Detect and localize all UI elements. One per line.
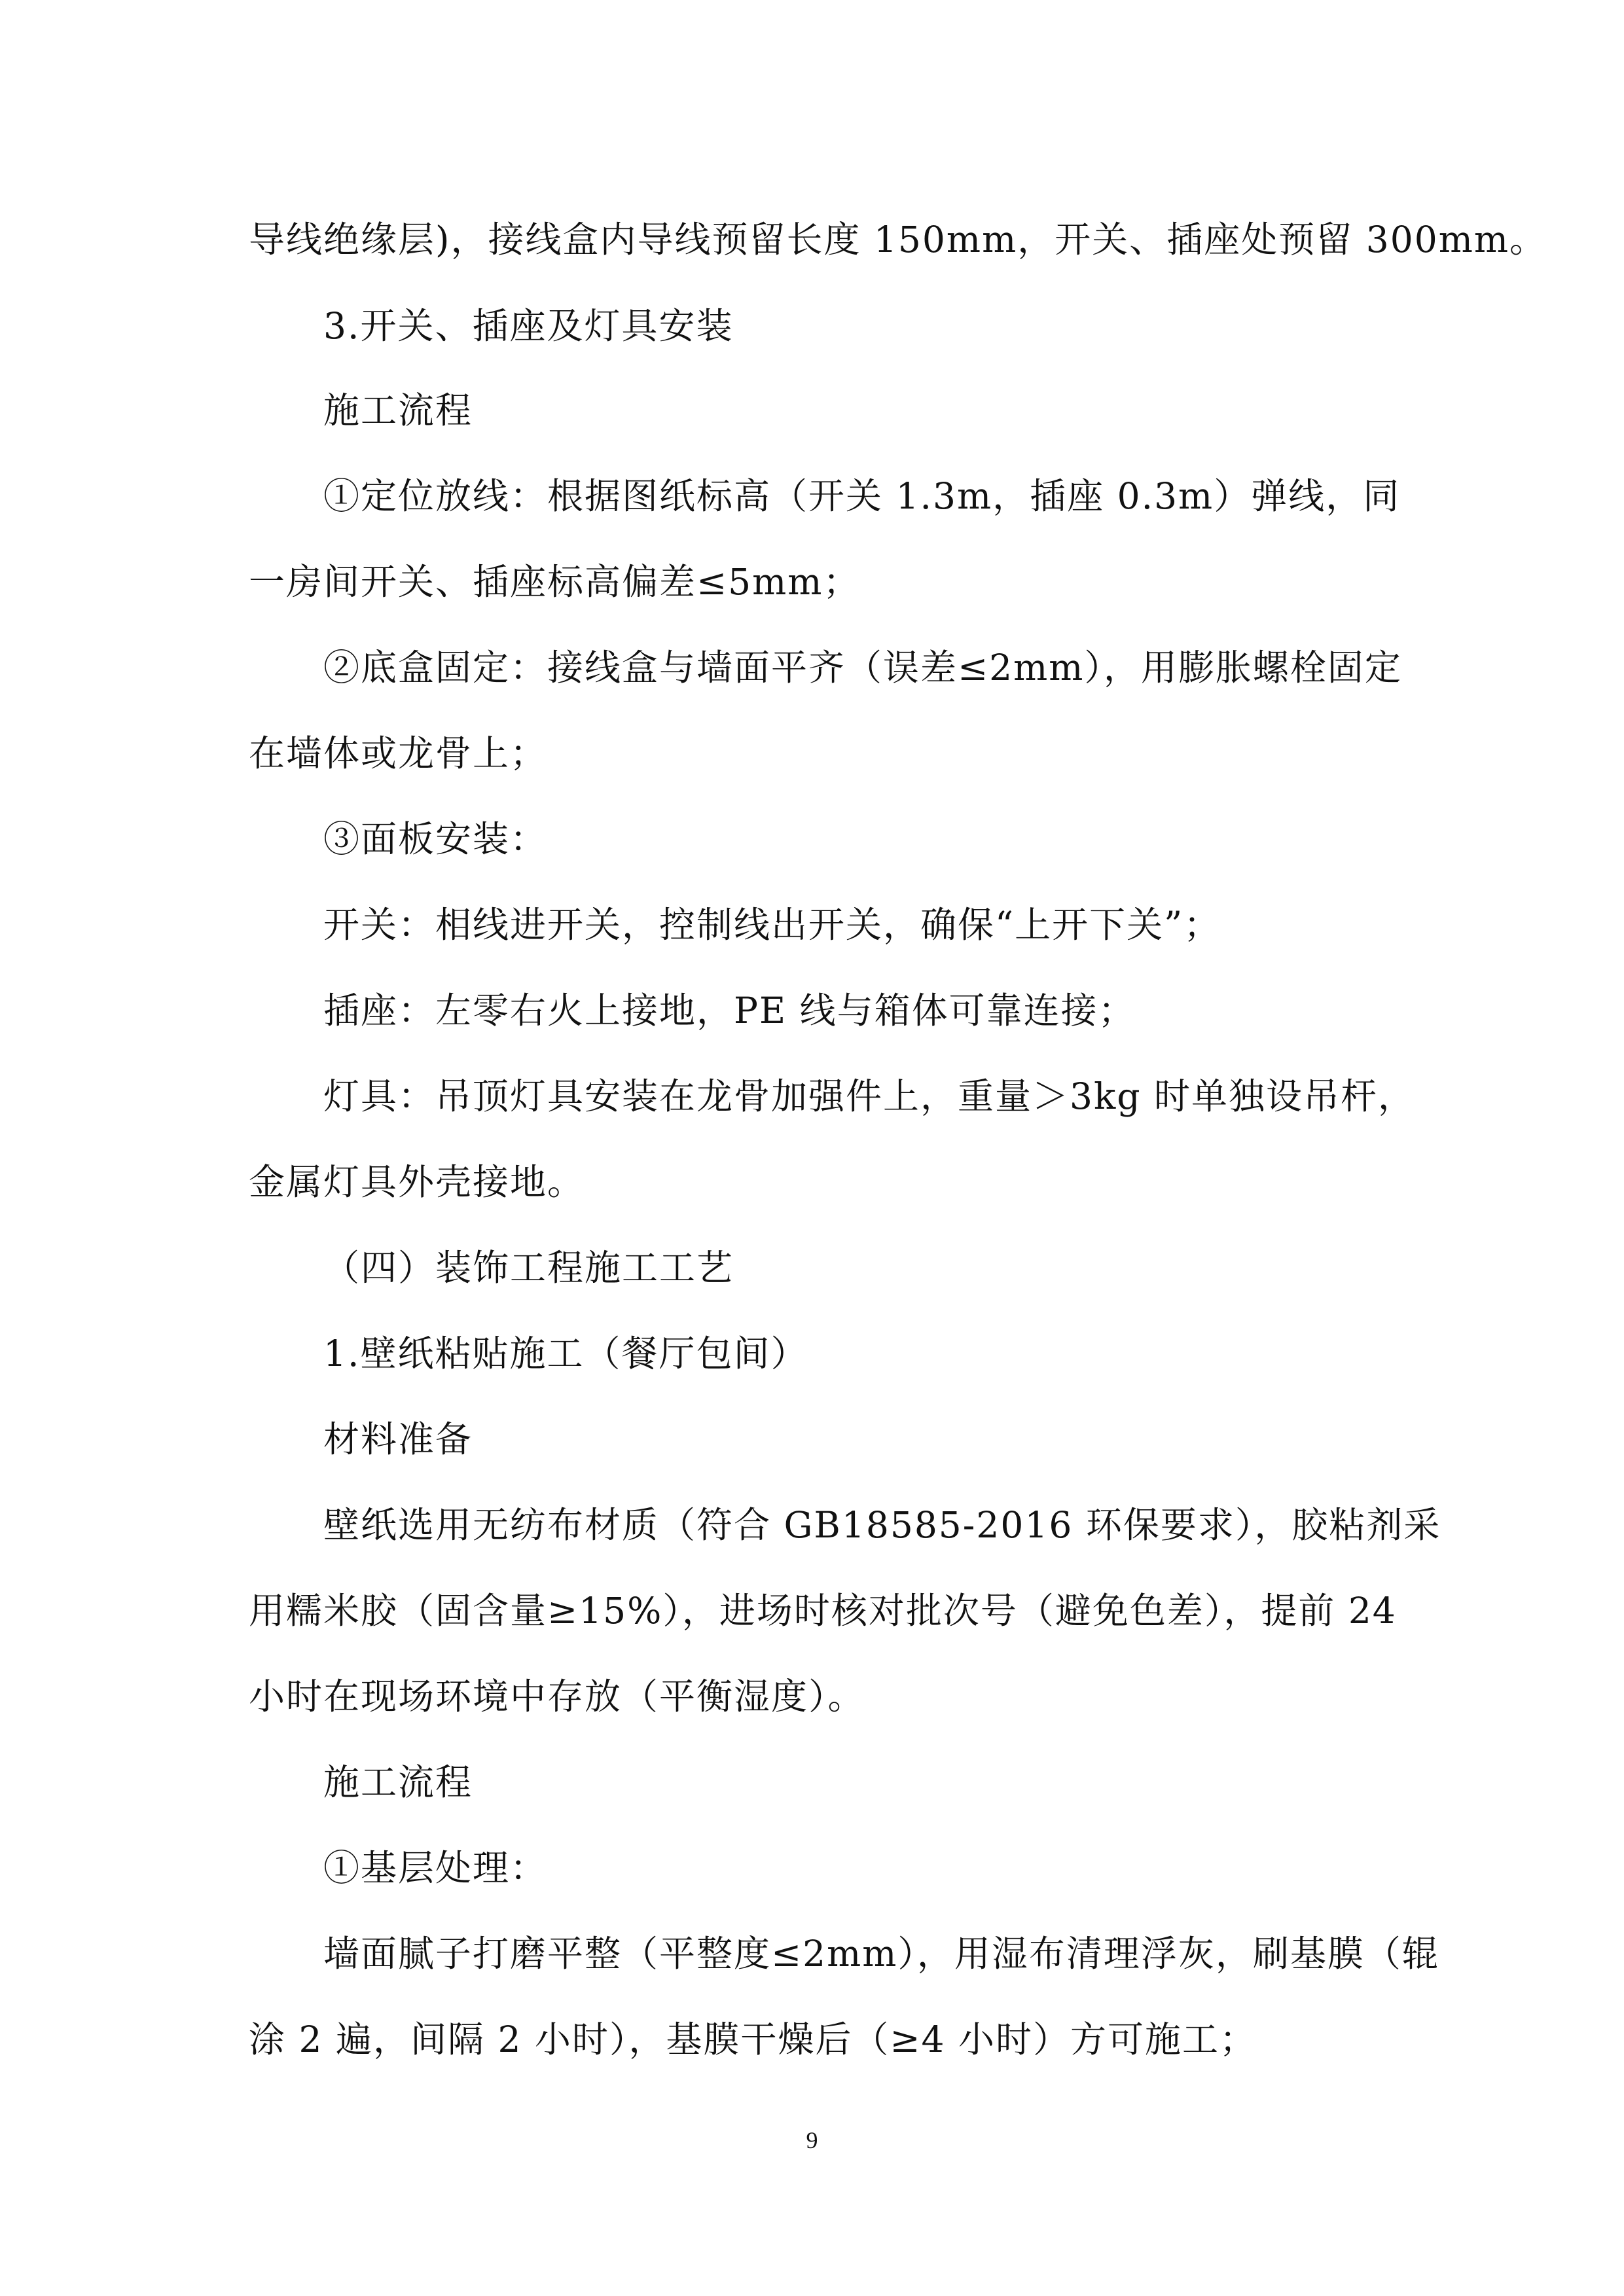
body-text-line: 灯具：吊顶灯具安装在龙骨加强件上，重量＞3kg 时单独设吊杆， (323, 1075, 1416, 1117)
body-text-line: 墙面腻子打磨平整（平整度≤2mm），用湿布清理浮灰，刷基膜（辊 (323, 1933, 1439, 1975)
body-text-line: 导线绝缘层)，接线盒内导线预留长度 150mm，开关、插座处预留 300mm。 (249, 219, 1547, 260)
body-text-line: 金属灯具外壳接地。 (249, 1161, 585, 1203)
page-number: 9 (806, 2127, 818, 2153)
section-heading: 1.壁纸粘贴施工（餐厅包间） (323, 1333, 808, 1374)
body-text-line: 在墙体或龙骨上； (249, 732, 548, 774)
body-text-line: 壁纸选用无纺布材质（符合 GB18585-2016 环保要求），胶粘剂采 (323, 1504, 1441, 1546)
section-heading: 3.开关、插座及灯具安装 (323, 305, 734, 347)
body-text-line: 涂 2 遍，间隔 2 小时），基膜干燥后（≥4 小时）方可施工； (249, 2018, 1257, 2060)
body-text-line: 开关：相线进开关，控制线出开关，确保“上开下关”； (323, 904, 1221, 946)
section-heading: （四）装饰工程施工工艺 (323, 1247, 734, 1289)
subheading: 施工流程 (323, 1761, 473, 1803)
body-text-line: 一房间开关、插座标高偏差≤5mm； (249, 561, 861, 603)
body-text-line: ①基层处理： (323, 1847, 548, 1889)
subheading: 材料准备 (323, 1418, 473, 1460)
body-text-line: 插座：左零右火上接地，PE 线与箱体可靠连接； (323, 990, 1136, 1031)
body-text-line: 用糯米胶（固含量≥15%），进场时核对批次号（避免色差），提前 24 (249, 1590, 1397, 1632)
body-text-line: ②底盒固定：接线盒与墙面平齐（误差≤2mm），用膨胀螺栓固定 (323, 647, 1402, 689)
body-text-line: ③面板安装： (323, 818, 548, 860)
body-text-line: 小时在现场环境中存放（平衡湿度）。 (249, 1676, 865, 1717)
body-text-line: ①定位放线：根据图纸标高（开关 1.3m，插座 0.3m）弹线，同 (323, 475, 1401, 517)
subheading: 施工流程 (323, 389, 473, 431)
